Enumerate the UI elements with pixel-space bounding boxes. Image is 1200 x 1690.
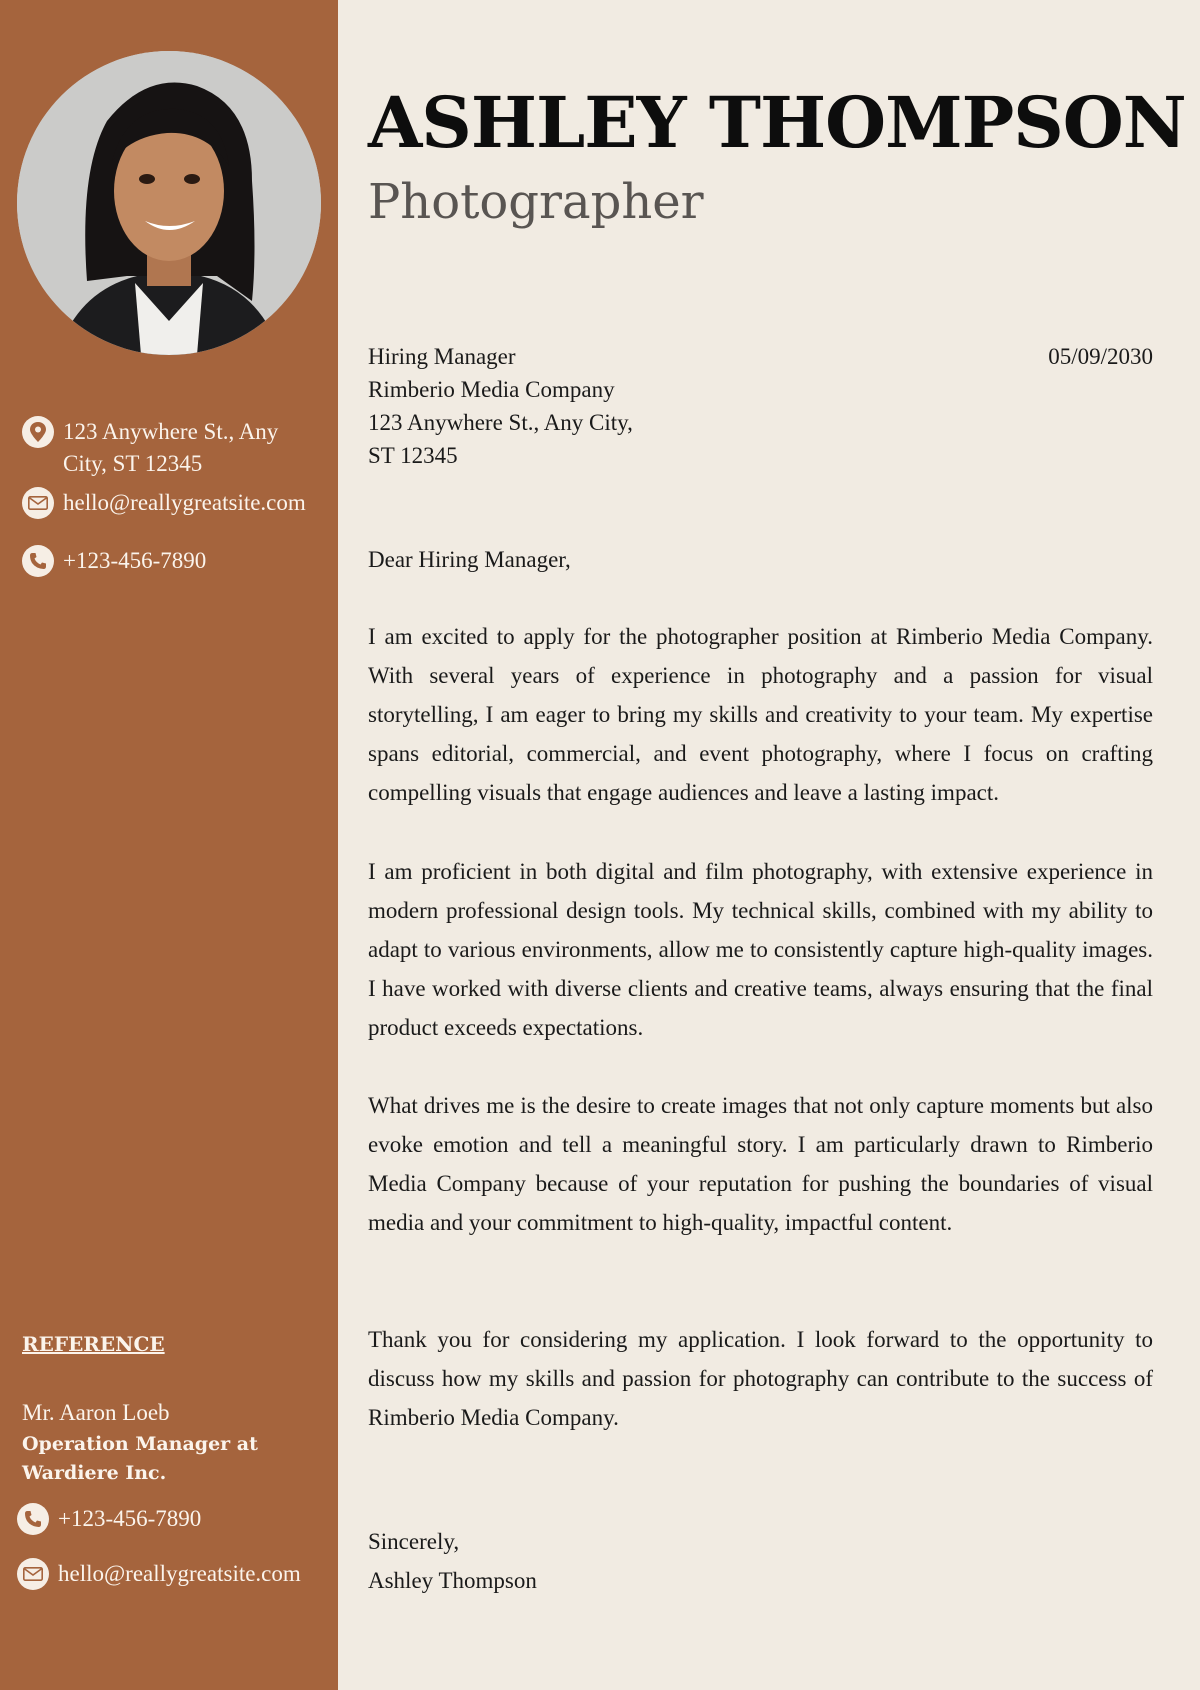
reference-name: Mr. Aaron Loeb xyxy=(22,1400,170,1425)
email-text[interactable]: hello@reallygreatsite.com xyxy=(63,490,306,515)
recipient-line: Rimberio Media Company xyxy=(368,377,615,402)
closing-block xyxy=(368,1522,537,1600)
location-pin-icon xyxy=(22,416,54,448)
reference-phone[interactable] xyxy=(17,1503,201,1535)
closing: Sincerely, xyxy=(368,1529,460,1554)
applicant-role: Photographer xyxy=(368,174,704,230)
reference-email[interactable] xyxy=(17,1558,301,1590)
paragraph: I am proficient in both digital and film photography, with extensive experience in modern professional design tools. My technical skills, combined with my ability to adapt to various environments, allow me to consistently capture high-quality images. I have worked with diverse clients and creative teams, always ensuring that the final product exceeds expectations. xyxy=(368,859,1153,1040)
contact-address xyxy=(22,416,288,480)
reference-heading: REFERENCE xyxy=(22,1332,165,1356)
paragraph: What drives me is the desire to create images that not only capture moments but also evoke emotion and tell a meaningful story. I am particularly drawn to Rimberio Media Company because of your reputation for pushing the boundaries of visual media and your commitment to high-quality, impactful content. xyxy=(368,1093,1153,1235)
paragraph: Thank you for considering my application. I look forward to the opportunity to discuss how my skills and passion for photography can contribute to the success of Rimberio Media Company. xyxy=(368,1327,1153,1430)
contact-email[interactable] xyxy=(22,487,306,519)
phone-icon xyxy=(17,1503,49,1535)
envelope-icon xyxy=(17,1558,49,1590)
profile-photo xyxy=(17,51,321,355)
recipient-line: Hiring Manager xyxy=(368,344,516,369)
phone-text[interactable]: +123-456-7890 xyxy=(63,548,207,573)
signature: Ashley Thompson xyxy=(368,1568,537,1593)
reference-title: Operation Manager at Wardiere Inc. xyxy=(22,1433,258,1484)
contact-phone[interactable] xyxy=(22,545,206,577)
salutation: Dear Hiring Manager, xyxy=(368,547,571,572)
reference-email-text[interactable]: hello@reallygreatsite.com xyxy=(58,1561,301,1586)
sidebar xyxy=(0,0,338,1690)
recipient-block xyxy=(368,340,633,472)
reference-phone-text[interactable]: +123-456-7890 xyxy=(58,1506,202,1531)
phone-icon xyxy=(22,545,54,577)
letter-date: 05/09/2030 xyxy=(1048,344,1153,369)
recipient-line: ST 12345 xyxy=(368,443,458,468)
paragraph: I am excited to apply for the photographer position at Rimberio Media Company. With several years of experience in photography and a passion for visual storytelling, I am eager to bring my skills and creativity to your team. My expertise spans editorial, commercial, and event photography, where I focus on crafting compelling visuals that engage audiences and leave a lasting impact. xyxy=(368,624,1153,805)
applicant-name: ASHLEY THOMPSON xyxy=(368,81,1186,164)
recipient-line: 123 Anywhere St., Any City, xyxy=(368,410,633,435)
address-text: 123 Anywhere St., Any City, ST 12345 xyxy=(63,419,279,476)
envelope-icon xyxy=(22,487,54,519)
